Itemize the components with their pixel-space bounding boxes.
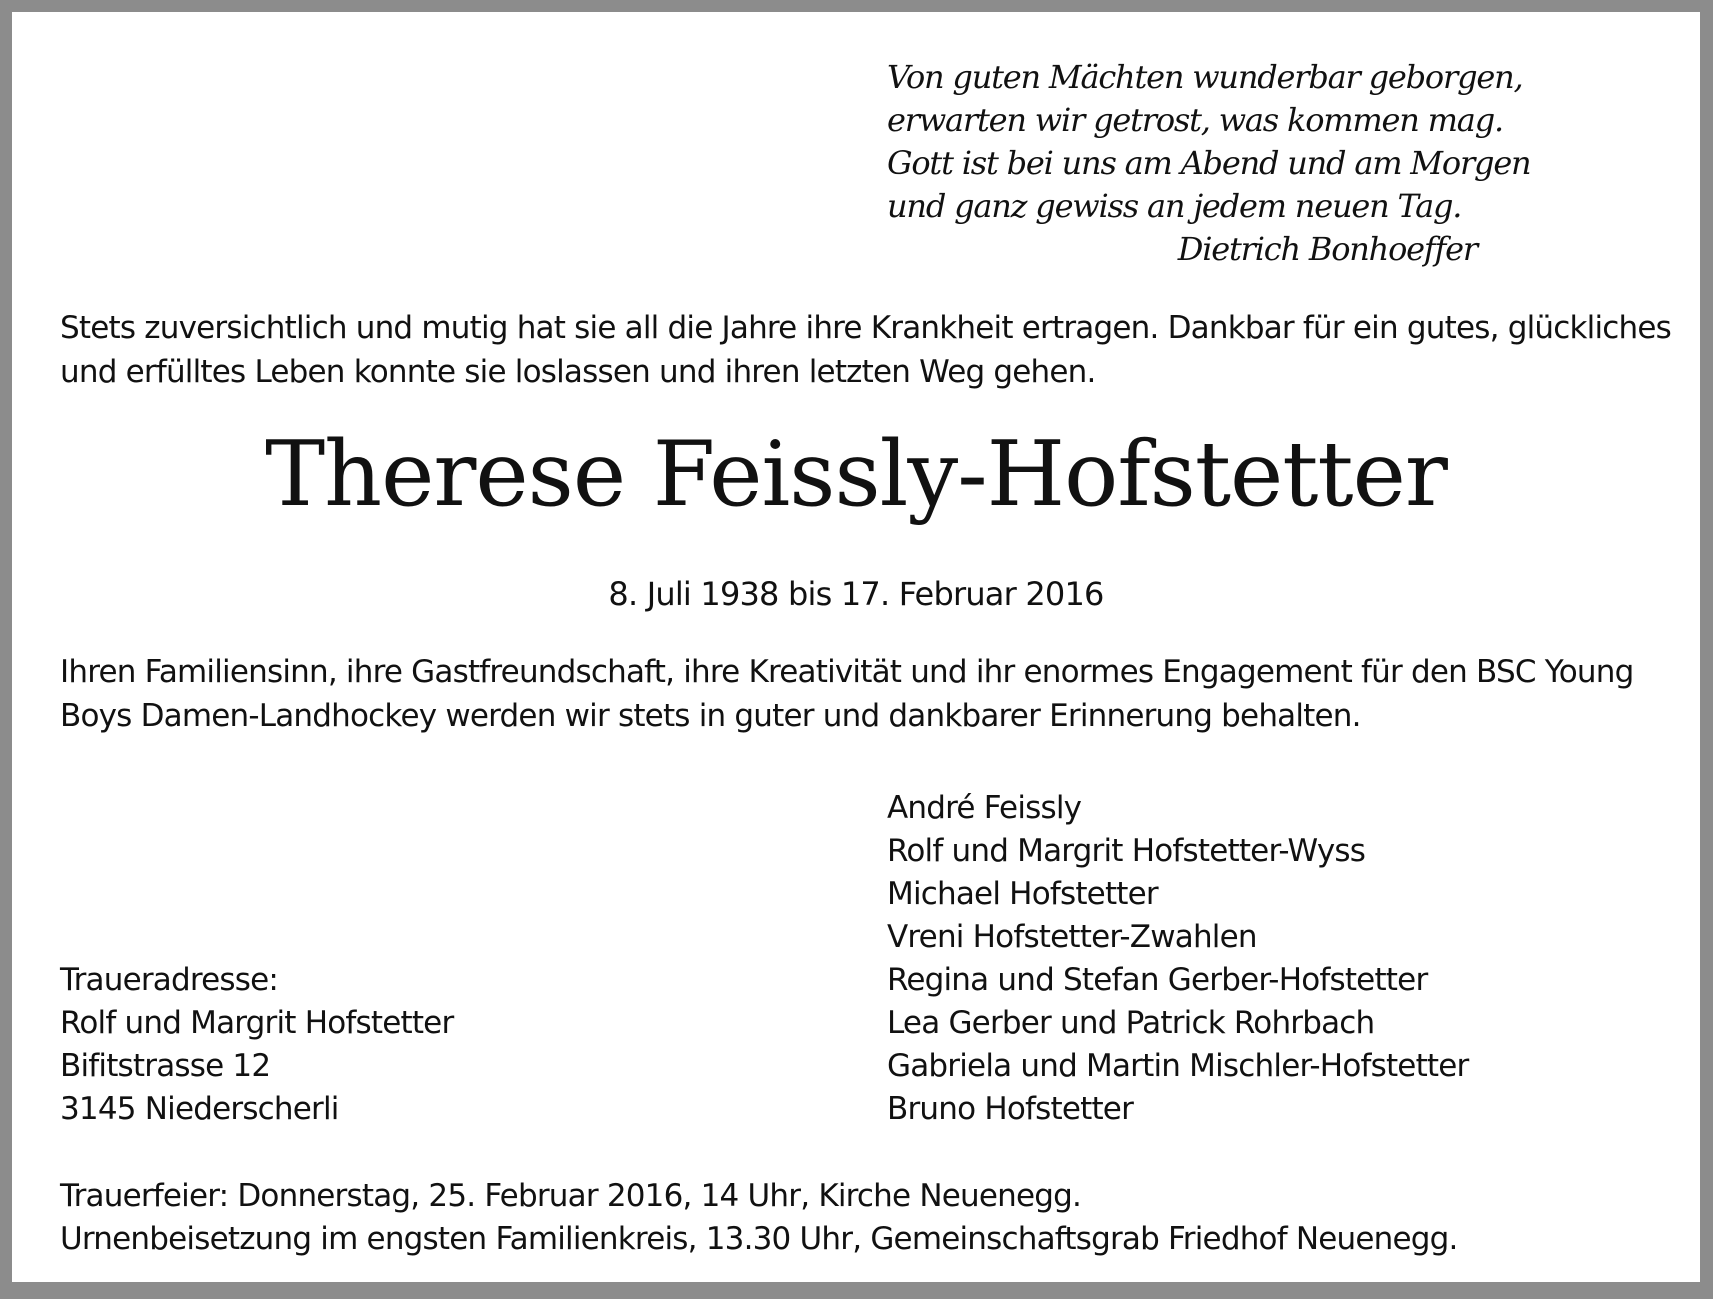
family-list <box>887 787 1687 1131</box>
intro-line-1: Stets zuversichtlich und mutig hat sie all die Jahre ihre Krankheit ertragen. Dankbar für ein gutes, glückliches <box>60 310 1671 346</box>
family-member: Lea Gerber und Patrick Rohrbach <box>887 1005 1375 1041</box>
address-line-1: Rolf und Margrit Hofstetter <box>60 1005 454 1041</box>
funeral-service-line: Trauerfeier: Donnerstag, 25. Februar 2016, 14 Uhr, Kirche Neuenegg. <box>60 1178 1082 1214</box>
quote-line-1: Von guten Mächten wunderbar geborgen, <box>887 58 1523 96</box>
tribute-paragraph <box>60 650 1660 738</box>
family-member: Michael Hofstetter <box>887 876 1158 912</box>
family-member: Bruno Hofstetter <box>887 1091 1134 1127</box>
family-member: André Feissly <box>887 790 1082 826</box>
quote-line-4: und ganz gewiss an jedem neuen Tag. <box>887 187 1462 225</box>
family-member: Regina und Stefan Gerber-Hofstetter <box>887 962 1428 998</box>
mourning-address <box>60 959 760 1131</box>
quote-line-3: Gott ist bei uns am Abend und am Morgen <box>887 144 1531 182</box>
address-label: Traueradresse: <box>60 962 279 998</box>
quote-author: Dietrich Bonhoeffer <box>1177 230 1477 268</box>
deceased-name: Therese Feissly-Hofstetter <box>265 422 1447 527</box>
tribute-line-2: Boys Damen-Landhockey werden wir stets in guter und dankbarer Erinnerung behalten. <box>60 698 1361 734</box>
service-details <box>60 1175 1660 1261</box>
tribute-line-1: Ihren Familiensinn, ihre Gastfreundschaft, ihre Kreativität und ihr enormes Engagement für den BSC Young <box>60 654 1634 690</box>
family-member: Rolf und Margrit Hofstetter-Wyss <box>887 833 1366 869</box>
intro-paragraph <box>60 306 1671 394</box>
life-dates: 8. Juli 1938 bis 17. Februar 2016 <box>608 575 1104 613</box>
urn-burial-line: Urnenbeisetzung im engsten Familienkreis, 13.30 Uhr, Gemeinschaftsgrab Friedhof Neuenegg. <box>60 1221 1458 1257</box>
address-line-2: Bifitstrasse 12 <box>60 1048 271 1084</box>
intro-line-2: und erfülltes Leben konnte sie loslassen und ihren letzten Weg gehen. <box>60 354 1096 390</box>
family-member: Vreni Hofstetter-Zwahlen <box>887 919 1257 955</box>
bonhoeffer-quote <box>887 56 1531 271</box>
family-member: Gabriela und Martin Mischler-Hofstetter <box>887 1048 1469 1084</box>
quote-line-2: erwarten wir getrost, was kommen mag. <box>887 101 1503 139</box>
death-notice <box>12 12 1700 1282</box>
address-line-3: 3145 Niederscherli <box>60 1091 339 1127</box>
